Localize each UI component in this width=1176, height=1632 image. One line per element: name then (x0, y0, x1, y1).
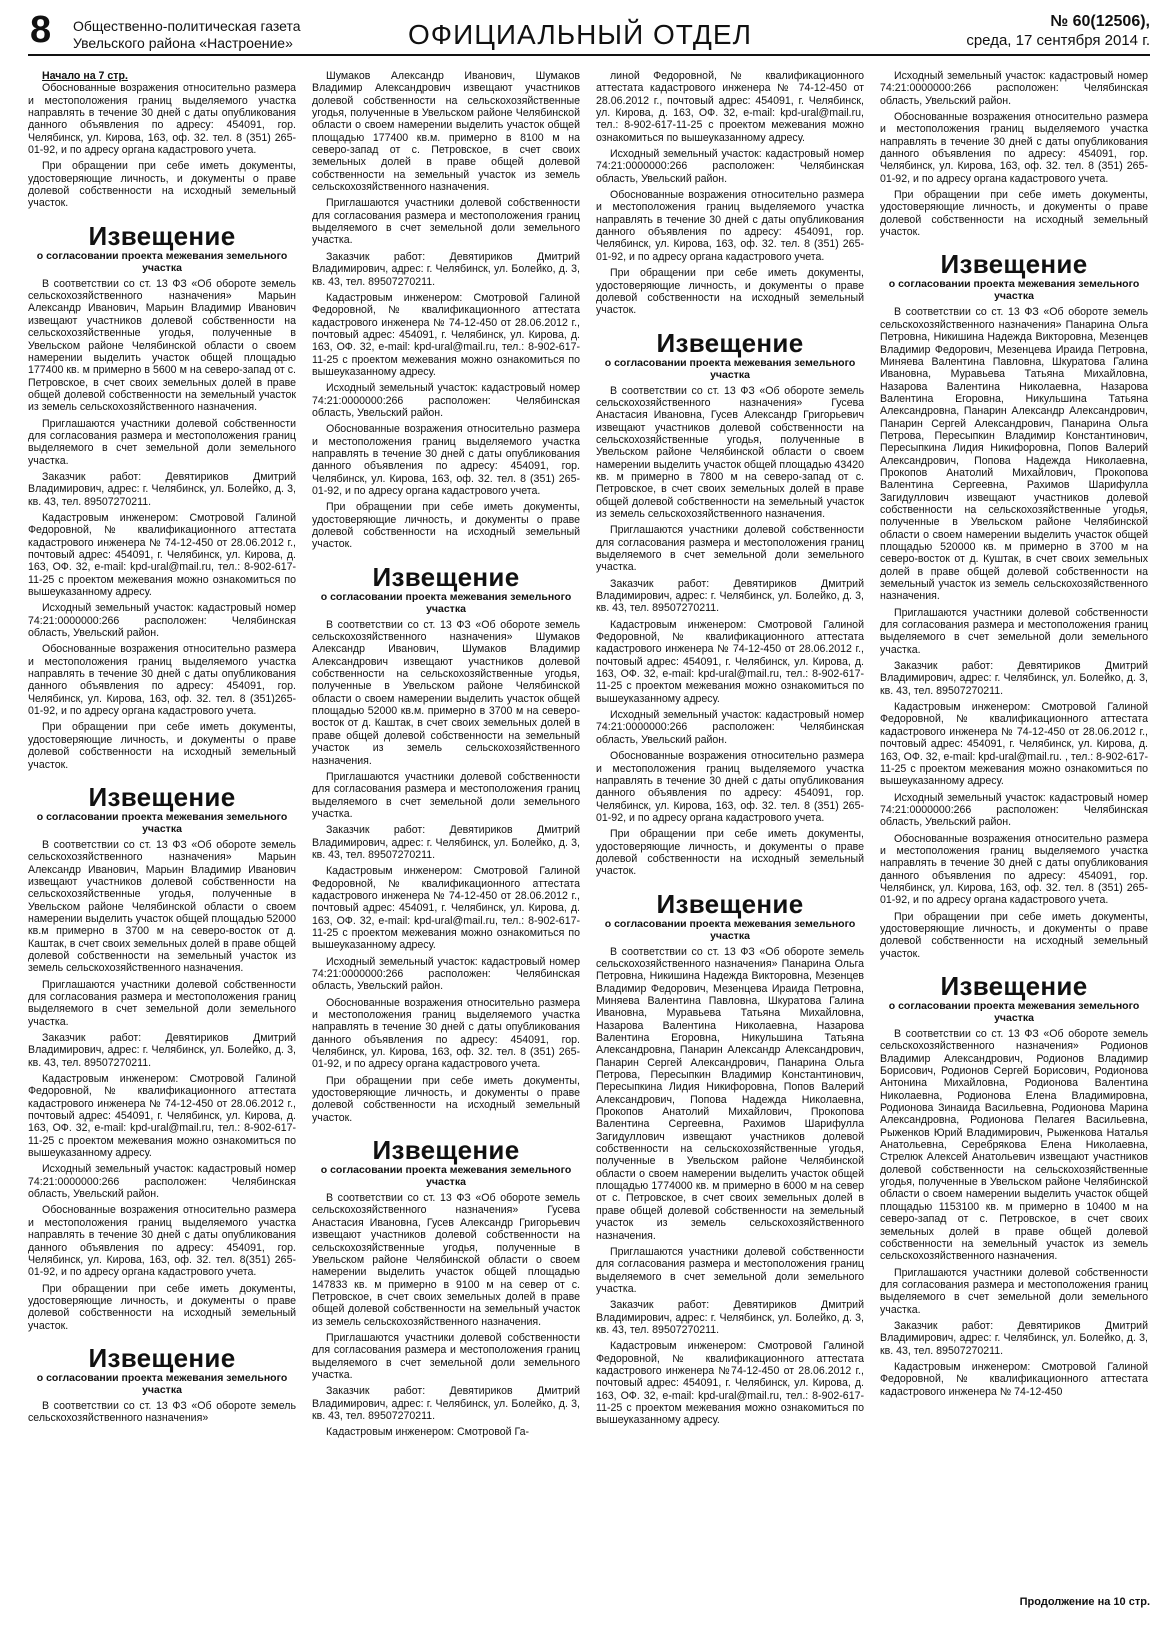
article-columns (28, 70, 1150, 1570)
paragraph: Приглашаются участники долевой собственности для согласования размера и местоположения границ выделяемого в счет земельной доли земельного участка. (596, 524, 864, 574)
paragraph: В соответствии со ст. 13 ФЗ «Об обороте земель сельскохозяйственного назначения» (28, 1399, 296, 1425)
paragraph: Обоснованные возражения относительно размера и местоположения границ выделяемого участка направлять в течение 30 дней с даты опубликования данного объявления по адресу: 454091, гор. Челябинск, ул. Кирова, 163, оф. 32. тел. 8 (351) 265-01-92, и по адресу органа кадастрового учета. (880, 832, 1148, 907)
column-1 (28, 70, 296, 1570)
notice-subtitle: о согласовании проекта межевания земельного участка (604, 917, 856, 942)
page-header (28, 10, 1150, 56)
paragraph: Заказчик работ: Девятириков Дмитрий Владимирович, адрес: г. Челябинск, ул. Болейко, д. 3, кв. 43, тел. 89507270211. (312, 824, 580, 861)
paragraph: В соответствии со ст. 13 ФЗ «Об обороте земель сельскохозяйственного назначения» Марьин Александр Иванович, Марьин Владимир Иванович извещают участников долевой собственности на сельскохозяйственные угодья, полученные в Увельском районе Челябинской области о своем намерении выделить участок общей площадью 52000 кв.м примерно в 3700 м на северо-восток от д. Каштак, в счет своих земельных долей в праве общей долевой собственности на земельный участок из земель сельскохозяйственного назначения. (28, 838, 296, 975)
column-3-notice-2 (596, 946, 864, 1427)
paragraph: Кадастровым инженером: Смотровой Галиной Федоровной, № квалификационного аттестата кадастрового инженера № 74-12-450 от 28.06.2012 г., почтовый адрес: 454091, г. Челябинск, ул. Кирова, д. 163, ОФ. 32, e-mail: kpd-ural@mail.ru. , тел.: 8-902-617-11-25 с проектом межевания можно ознакомиться по вышеуказанному адресу. (880, 701, 1148, 788)
column-4-notice-1 (880, 306, 1148, 960)
notice-heading (28, 783, 296, 835)
paragraph: Исходный земельный участок: кадастровый номер 74:21:0000000:266 расположен: Челябинская область, Увельский район. (312, 955, 580, 993)
column-1-notice-1 (28, 278, 296, 771)
column-2-lead (312, 70, 580, 551)
notice-heading (880, 972, 1148, 1024)
paragraph: Шумаков Александр Иванович, Шумаков Владимир Александрович извещают участников долевой собственности на сельскохозяйственные угодья, полученные в Увельском районе Челябинской области о своем намерении выделить участок общей площадью 177400 кв.м. примерно в 8100 м на северо-запад от с. Петровское, в счет своих земельных долей в праве общей долевой собственности на земельный участок из земель сельскохозяйственного назначения. (312, 70, 580, 194)
paragraph: При обращении при себе иметь документы, удостоверяющие личность, и документы о праве долевой собственности на исходный земельный участок. (28, 1282, 296, 1332)
column-2 (312, 70, 580, 1570)
column-3-lead (596, 70, 864, 317)
paragraph: Кадастровым инженером: Смотровой Галиной Федоровной, № квалификационного аттестата кадастрового инженера № 74-12-450 от 28.06.2012 г., почтовый адрес: 454091, г. Челябинск, ул. Кирова, д. 163, ОФ. 32, e-mail: kpd-ural@mail.ru, тел.: 8-902-617-11-25 с проектом межевания можно ознакомиться по вышеуказанному адресу. (312, 291, 580, 378)
paragraph: Кадастровым инженером: Смотровой Галиной Федоровной, № квалификационного аттестата кадастрового инженера № 74-12-450 (880, 1360, 1148, 1398)
column-4-notice-2 (880, 1028, 1148, 1398)
paragraph: Заказчик работ: Девятириков Дмитрий Владимирович, адрес: г. Челябинск, ул. Болейко, д. 3, кв. 43, тел. 89507270211. (312, 250, 580, 288)
newspaper-name-line-2: Увельского района «Настроение» (73, 35, 293, 51)
section-title: ОФИЦИАЛЬНЫЙ ОТДЕЛ (408, 19, 752, 50)
page-number: 8 (30, 9, 52, 51)
notice-heading (312, 1136, 580, 1188)
notice-subtitle: о согласовании проекта межевания земельного участка (604, 356, 856, 381)
paragraph: При обращении при себе иметь документы, удостоверяющие личность, и документы о праве долевой собственности на исходный земельный участок. (28, 721, 296, 771)
paragraph: Кадастровым инженером: Смотровой Га- (326, 1426, 530, 1439)
notice-heading (596, 890, 864, 942)
continued-on: Продолжение на 10 стр. (1019, 1596, 1150, 1608)
paragraph: Приглашаются участники долевой собственности для согласования размера и местоположения границ выделяемого в счет земельной доли земельного участка. (880, 606, 1148, 656)
column-3 (596, 70, 864, 1570)
continued-from: Начало на 7 стр. (42, 70, 128, 82)
newspaper-name (73, 18, 301, 52)
paragraph: В соответствии со ст. 13 ФЗ «Об обороте земель сельскохозяйственного назначения» Марьин Александр Иванович, Марьин Владимир Иванович извещают участников долевой собственности на сельскохозяйственные угодья, полученные в Увельском районе Челябинской области о своем намерении выделить участок общей площадью 177400 кв. м примерно в 5600 м на северо-запад от с. Петровское, в счет своих земельных долей в праве общей долевой собственности на земельный участок из земель сельскохозяйственного назначения. (28, 277, 296, 414)
paragraph: В соответствии со ст. 13 ФЗ «Об обороте земель сельскохозяйственного назначения» Шумаков Александр Иванович, Шумаков Владимир Александрович извещают участников долевой собственности на сельскохозяйственные угодья, полученные в Увельском районе Челябинской области о своем намерении выделить участок общей площадью 52000 кв.м. примерно в 3700 м на северо-восток от д. Каштак, в счет своих земельных долей в праве общей долевой собственности на земельный участок из земель сельскохозяйственного назначения. (312, 618, 580, 767)
paragraph: Заказчик работ: Девятириков Дмитрий Владимирович, адрес: г. Челябинск, ул. Болейко, д. 3, кв. 43, тел. 89507270211. (28, 1032, 296, 1069)
paragraph: Исходный земельный участок: кадастровый номер 74:21:0000000:266 расположен: Челябинская область, Увельский район. (28, 602, 296, 640)
paragraph: Обоснованные возражения относительно размера и местоположения границ выделяемого участка направлять в течение 30 дней с даты опубликования данного объявления по адресу: 454091, гор. Челябинск, ул. Кирова, 163, оф. 32. тел. 8 (351) 265-01-92, и по адресу органа кадастрового учета. (28, 82, 296, 157)
column-1-lead (28, 82, 296, 209)
paragraph: Обоснованные возражения относительно размера и местоположения границ выделяемого участка направлять в течение 30 дней с даты опубликования данного объявления по адресу: 454091, гор. Челябинск, ул. Кирова, 163, оф. 32. тел. 8 (351) 265-01-92, и по адресу органа кадастрового учета. (596, 189, 864, 263)
paragraph: Исходный земельный участок: кадастровый номер 74:21:0000000:266 расположен: Челябинская область, Увельский район. (596, 709, 864, 746)
notice-title: Извещение (940, 971, 1088, 1001)
notice-heading (880, 250, 1148, 302)
paragraph: Приглашаются участники долевой собственности для согласования размера и местоположения границ выделяемого в счет земельной доли земельного участка. (312, 197, 580, 247)
paragraph: Исходный земельный участок: кадастровый номер 74:21:0000000:266 расположен: Челябинская область, Увельский район. (880, 70, 1148, 107)
notice-subtitle: о согласовании проекта межевания земельного участка (36, 1371, 288, 1396)
paragraph: Приглашаются участники долевой собственности для согласования размера и местоположения границ выделяемого в счет земельной доли земельного участка. (28, 417, 296, 467)
paragraph: Обоснованные возражения относительно размера и местоположения границ выделяемого участка направлять в течение 30 дней с даты опубликования данного объявления по адресу: 454091, гор. Челябинск, ул. Кирова, 163, оф. 32. тел. 8 (351)265-01-92, и по адресу органа кадастрового учета. (28, 643, 296, 718)
issue-info (966, 12, 1150, 50)
paragraph: Заказчик работ: Девятириков Дмитрий Владимирович, адрес: г. Челябинск, ул. Болейко, д. 3, кв. 43, тел. 89507270211. (880, 1319, 1148, 1357)
notice-title: Извещение (372, 561, 520, 592)
paragraph: Исходный земельный участок: кадастровый номер 74:21:0000000:266 расположен: Челябинская область, Увельский район. (312, 382, 580, 419)
paragraph: Приглашаются участники долевой собственности для согласования размера и местоположения границ выделяемого в счет земельной доли земельного участка. (28, 978, 296, 1028)
notice-heading (28, 1344, 296, 1396)
notice-title: Извещение (656, 888, 804, 919)
notice-subtitle: о согласовании проекта межевания земельного участка (36, 810, 288, 835)
paragraph: При обращении при себе иметь документы, удостоверяющие личность, и документы о праве долевой собственности на исходный земельный участок. (596, 828, 864, 878)
paragraph: Заказчик работ: Девятириков Дмитрий Владимирович, адрес: г. Челябинск, ул. Болейко, д. 3, кв. 43, тел. 89507270211. (596, 577, 864, 615)
paragraph: При обращении при себе иметь документы, удостоверяющие личность, и документы о праве долевой собственности на исходный земельный участок. (880, 910, 1148, 960)
issue-date: среда, 17 сентября 2014 г. (966, 32, 1150, 49)
paragraph: В соответствии со ст. 13 ФЗ «Об обороте земель сельскохозяйственного назначения» Панарина Ольга Петровна, Никишина Надежда Викторовна, Мезенцев Владимир Федорович, Мезенцева Ираида Петровна, Миняева Валентина Павловна, Шкуратова Галина Ивановна, Муравьева Татьяна Михайловна, Назарова Валентина Николаевна, Назарова Валентина Егоровна, Никульшина Татьяна Александровна, Панарин Александр Александрович, Панарин Сергей Александрович, Панарина Ольга Петрова, Пересыпкин Владимир Константинович, Пересыпкина Лидия Никифоровна, Попов Валерий Александрович, Попова Надежда Николаевна, Прокопов Анатолий Михайлович, Прокопова Валентина Сергеевна, Рахимов Шарифулла Загидуллович извещают участников долевой собственности на сельскохозяйственные угодья, полученные в Увельском районе Челябинской области о своем намерении выделить участок общей площадью 1774000 кв. м примерно в 6000 м на север от с. Петровское, в счет своих земельных долей в праве общей долевой собственности на земельный участок из земель сельскохозяйственного назначения. (596, 945, 864, 1242)
paragraph: Приглашаются участники долевой собственности для согласования размера и местоположения границ выделяемого в счет земельной доли земельного участка. (596, 1245, 864, 1295)
notice-title: Извещение (88, 1342, 236, 1373)
paragraph: Заказчик работ: Девятириков Дмитрий Владимирович, адрес: г. Челябинск, ул. Болейко, д. 3, кв. 43, тел. 89507270211. (28, 470, 296, 508)
notice-title: Извещение (88, 220, 236, 251)
paragraph: Заказчик работ: Девятириков Дмитрий Владимирович, адрес: г. Челябинск, ул. Болейко, д. 3, кв. 43, тел. 89507270211. (880, 660, 1148, 697)
paragraph: Кадастровым инженером: Смотровой Галиной Федоровной, № квалификационного аттестата кадастрового инженера № 74-12-450 от 28.06.2012 г., почтовый адрес: 454091, г. Челябинск, ул. Кирова, д. 163, ОФ. 32, e-mail: kpd-ural@mail.ru, тел.: 8-902-617-11-25 с проектом межевания можно ознакомиться по вышеуказанному адресу. (28, 511, 296, 599)
paragraph: Обоснованные возражения относительно размера и местоположения границ выделяемого участка направлять в течение 30 дней с даты опубликования данного объявления по адресу: 454091, гор. Челябинск, ул. Кирова, 163, оф. 32. тел. 8(351) 265-01-92, и по адресу органа кадастрового учета. (28, 1204, 296, 1279)
column-3-notice-1 (596, 385, 864, 878)
notice-heading (312, 563, 580, 615)
paragraph: При обращении при себе иметь документы, удостоверяющие личность, и документы о праве долевой собственности на исходный земельный участок. (312, 1074, 580, 1124)
notice-title: Извещение (372, 1135, 520, 1166)
paragraph: В соответствии со ст. 13 ФЗ «Об обороте земель сельскохозяйственного назначения» Гусева Анастасия Ивановна, Гусев Александр Григорьевич извещают участников долевой собственности на сельскохозяйственные угодья, полученные в Увельском районе Челябинской области о своем намерении выделить участок общей площадью 147833 кв. м примерно в 9100 м на север от с. Петровское, в счет своих земельных долей в праве общей долевой собственности на земельный участок из земель сельскохозяйственного назначения. (312, 1192, 580, 1328)
column-2-notice-1 (312, 619, 580, 1124)
paragraph: Обоснованные возражения относительно размера и местоположения границ выделяемого участка направлять в течение 30 дней с даты опубликования данного объявления по адресу: 454091, гор. Челябинск, ул. Кирова, 163, оф. 32. тел. 8 (351) 265-01-92, и по адресу органа кадастрового учета. (880, 111, 1148, 185)
paragraph: При обращении при себе иметь документы, удостоверяющие личность, и документы о праве долевой собственности на исходный земельный участок. (596, 267, 864, 317)
newspaper-name-line-1: Общественно-политическая газета (73, 18, 301, 34)
column-2-notice-2 (312, 1192, 580, 1439)
paragraph: В соответствии со ст. 13 ФЗ «Об обороте земель сельскохозяйственного назначения» Родионов Владимир Александрович, Родионов Владимир Борисович, Родионов Сергей Борисович, Родионова Антонина Михайловна, Родионова Валентина Николаевна, Родионова Елена Владимировна, Родионова Зинаида Васильевна, Родионова Марина Александровна, Родионова Пелагея Васильевна, Рыженков Юрий Владимирович, Рыженкова Наталья Анатольевна, Серебрякова Елена Николаевна, Стрелюк Алексей Анатольевич извещают участников долевой собственности на сельскохозяйственные угодья, полученные в Увельском районе Челябинской области о своем намерении выделить участок общей площадью 1153100 кв. м примерно в 10400 м на северо-запад от с. Петровское, в счет своих земельных долей в праве общей долевой собственности на земельный участок из земель сельскохозяйственного назначения. (880, 1028, 1148, 1263)
column-1-notice-3 (28, 1400, 296, 1425)
notice-title: Извещение (88, 781, 236, 812)
paragraph: Кадастровым инженером: Смотровой Галиной Федоровной, № квалификационного аттестата кадастрового инженера № 74-12-450 от 28.06.2012 г., почтовый адрес: 454091, г. Челябинск, ул. Кирова, д. 163, ОФ. 32, e-mail: kpd-ural@mail.ru, тел.: 8-902-617-11-25 с проектом межевания можно ознакомиться по вышеуказанному адресу. (28, 1073, 296, 1160)
paragraph: Исходный земельный участок: кадастровый номер 74:21:0000000:266 расположен: Челябинская область, Увельский район. (28, 1163, 296, 1201)
paragraph: Заказчик работ: Девятириков Дмитрий Владимирович, адрес: г. Челябинск, ул. Болейко, д. 3, кв. 43, тел. 89507270211. (596, 1299, 864, 1336)
notice-title: Извещение (656, 327, 804, 358)
notice-title: Извещение (940, 249, 1088, 280)
paragraph: Исходный земельный участок: кадастровый номер 74:21:0000000:266 расположен: Челябинская область, Увельский район. (880, 791, 1148, 829)
paragraph: При обращении при себе иметь документы, удостоверяющие личность, и документы о праве долевой собственности на исходный земельный участок. (28, 160, 296, 210)
paragraph: линой Федоровной, № квалификационного аттестата кадастрового инженера № 74-12-450 от 28.06.2012 г., почтовый адрес: 454091, г. Челябинск, ул. Кирова, д. 163, ОФ. 32, e-mail: kpd-ural@mail.ru, тел.: 8-902-617-11-25 с проектом межевания можно ознакомиться по вышеуказанному адресу. (596, 70, 864, 144)
notice-subtitle: о согласовании проекта межевания земельного участка (320, 590, 572, 615)
notice-subtitle: о согласовании проекта межевания земельного участка (888, 278, 1140, 303)
paragraph: Приглашаются участники долевой собственности для согласования размера и местоположения границ выделяемого в счет земельной доли земельного участка. (880, 1266, 1148, 1316)
paragraph: При обращении при себе иметь документы, удостоверяющие личность, и документы о праве долевой собственности на исходный земельный участок. (880, 189, 1148, 239)
paragraph: Кадастровым инженером: Смотровой Галиной Федоровной, № квалификационного аттестата кадастрового инженера №74-12-450 от 28.06.2012 г., почтовый адрес: 454091, г. Челябинск, ул. Кирова, д. 163, ОФ. 32, e-mail: kpd-ural@mail.ru, тел.: 8-902-617-11-25 с проектом межевания можно ознакомиться по вышеуказанному адресу. (596, 1340, 864, 1427)
notice-heading (596, 329, 864, 381)
notice-subtitle: о согласовании проекта межевания земельного участка (36, 249, 288, 274)
notice-subtitle: о согласовании проекта межевания земельного участка (320, 1164, 572, 1189)
paragraph: В соответствии со ст. 13 ФЗ «Об обороте земель сельскохозяйственного назначения» Гусева Анастасия Ивановна, Гусев Александр Григорьевич извещают участников долевой собственности на сельскохозяйственные угодья, полученные в Увельском районе Челябинской области о своем намерении выделить участок общей площадью 43420 кв. м примерно в 7800 м на северо-запад от с. Петровское, в счет своих земельных долей в праве общей долевой собственности на земельный участок из земель сельскохозяйственного назначения. (596, 384, 864, 520)
issue-number: № 60(12506), (1050, 13, 1150, 30)
paragraph: Кадастровым инженером: Смотровой Галиной Федоровной, № квалификационного аттестата кадастрового инженера № 74-12-450 от 28.06.2012 г., почтовый адрес: 454091, г. Челябинск, ул. Кирова, д. 163, ОФ. 32, e-mail: kpd-ural@mail.ru, тел.: 8-902-617-11-25 с проектом межевания можно ознакомиться по вышеуказанному адресу. (596, 618, 864, 705)
column-1-notice-2 (28, 839, 296, 1332)
column-4 (880, 70, 1148, 1570)
column-4-lead (880, 70, 1148, 238)
paragraph: Обоснованные возражения относительно размера и местоположения границ выделяемого участка направлять в течение 30 дней с даты опубликования данного объявления по адресу: 454091, гор. Челябинск, ул. Кирова, 163, оф. 32. тел. 8 (351) 265-01-92, и по адресу органа кадастрового учета. (312, 423, 580, 497)
notice-subtitle: о согласовании проекта межевания земельного участка (888, 1000, 1140, 1024)
paragraph: Приглашаются участники долевой собственности для согласования размера и местоположения границ выделяемого в счет земельной доли земельного участка. (312, 1331, 580, 1381)
paragraph: Кадастровым инженером: Смотровой Галиной Федоровной, № квалификационного аттестата кадастрового инженера № 74-12-450 от 28.06.2012 г., почтовый адрес: 454091, г. Челябинск, ул. Кирова, д. 163, ОФ. 32, e-mail: kpd-ural@mail.ru, тел.: 8-902-617-11-25 с проектом межевания можно ознакомиться по вышеуказанному адресу. (312, 865, 580, 952)
paragraph: Исходный земельный участок: кадастровый номер 74:21:0000000:266 расположен: Челябинская область, Увельский район. (596, 148, 864, 185)
paragraph: В соответствии со ст. 13 ФЗ «Об обороте земель сельскохозяйственного назначения» Панарина Ольга Петровна, Никишина Надежда Викторовна, Мезенцев Владимир Федорович, Мезенцева Ираида Петровна, Миняева Валентина Павловна, Шкуратова Галина Ивановна, Муравьева Татьяна Михайловна, Назарова Валентина Николаевна, Назарова Валентина Егоровна, Никульшина Татьяна Александровна, Панарин Александр Александрович, Панарин Сергей Александрович, Панарина Ольга Петрова, Пересыпкин Владимир Константинович, Пересыпкина Лидия Никифоровна, Попов Валерий Александрович, Попова Надежда Николаевна, Прокопов Анатолий Михайлович, Прокопова Валентина Сергеевна, Рахимов Шарифулла Загидуллович извещают участников долевой собственности на сельскохозяйственные угодья, полученные в Увельском районе Челябинской области о своем намерении выделить участок общей площадью 520000 кв. м примерно в 3700 м на северо-восток от д. Куштак, в счет своих земельных долей в праве общей долевой собственности на земельный участок из земель сельскохозяйственного назначения. (880, 306, 1148, 603)
paragraph: Обоснованные возражения относительно размера и местоположения границ выделяемого участка направлять в течение 30 дней с даты опубликования данного объявления по адресу: 454091, гор. Челябинск, ул. Кирова, 163, оф. 32. тел. 8 (351) 265-01-92, и по адресу органа кадастрового учета. (596, 750, 864, 824)
notice-heading (28, 222, 296, 274)
paragraph: Заказчик работ: Девятириков Дмитрий Владимирович, адрес: г. Челябинск, ул. Болейко, д. 3, кв. 43, тел. 89507270211. (312, 1385, 580, 1422)
paragraph: Обоснованные возражения относительно размера и местоположения границ выделяемого участка направлять в течение 30 дней с даты опубликования данного объявления по адресу: 454091, гор. Челябинск, ул. Кирова, 163, оф. 32. тел. 8 (351) 265-01-92, и по адресу органа кадастрового учета. (312, 996, 580, 1071)
paragraph: Приглашаются участники долевой собственности для согласования размера и местоположения границ выделяемого в счет земельной доли земельного участка. (312, 770, 580, 820)
paragraph: При обращении при себе иметь документы, удостоверяющие личность, и документы о праве долевой собственности на исходный земельный участок. (312, 501, 580, 551)
